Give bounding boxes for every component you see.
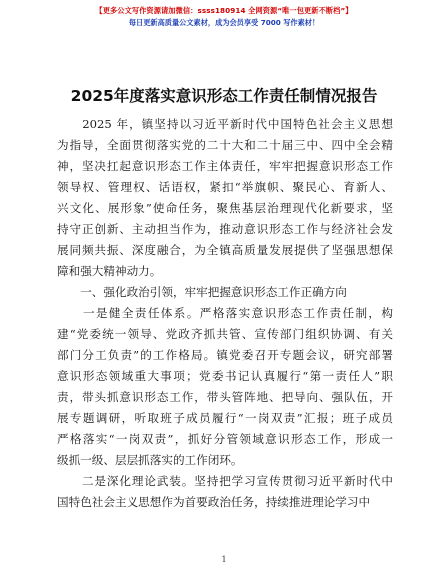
paragraph-line: 二是深化理论武装。坚持把学习宣传贯彻习近平新时代中 [57,474,393,488]
promo-line-1: 【更多公文写作资源请加微信：ssss180914 全网资源“唯一包更新不断档”】 [95,6,353,15]
paragraph [57,303,393,471]
document-title: 2025年度落实意识形态工作责任制情况报告 [70,87,378,105]
paragraph-line: 为指导，全面贯彻落实党的二十大和二十届三中、四中全会精 [57,138,393,152]
paragraph-line: 责，带头抓意识形态工作，带头管阵地、把导向、强队伍，开 [57,390,393,404]
paragraph-line: 级抓一级、层层抓落实的工作闭环。 [57,453,243,467]
paragraph-line: 展专题调研，听取班子成员履行“一岗双责”汇报；班子成员 [57,411,393,425]
paragraph-line: 展同频共振、深度融合，为全镇高质量发展提供了坚强思想保 [57,243,393,257]
paragraph-line: 兴文化、展形象”使命任务，聚焦基层治理现代化新要求，坚 [57,201,393,215]
page-number: 1 [221,555,227,564]
paragraph-line: 障和强大精神动力。 [57,264,162,278]
paragraph-line: 严格落实“一岗双责”，抓好分管领域意识形态工作，形成一 [57,432,393,446]
paragraph [57,282,393,303]
promo-line-2: 每日更新高质量公文素材，成为会员享受 7000 写作素材！ [128,18,320,27]
paragraph-line: 神，坚决扛起意识形态工作主体责任，牢牢把握意识形态工作 [57,159,393,173]
paragraph-line: 部门分工负责”的工作格局。镇党委召开专题会议，研究部署 [57,348,393,362]
paragraph [57,114,393,282]
paragraph-line: 一、强化政治引领，牢牢把握意识形态工作正确方向 [57,285,347,299]
paragraph [57,471,393,513]
paragraph-line: 领导权、管理权、话语权，紧扣“举旗帜、聚民心、育新人、 [57,180,393,194]
paragraph-line: 一是健全责任体系。严格落实意识形态工作责任制，构 [57,306,393,320]
paragraph-line: 持守正创新、主动担当作为，推动意识形态工作与经济社会发 [57,222,393,236]
promo-banner [0,6,448,28]
paragraph-line: 国特色社会主义思想作为首要政治任务，持续推进理论学习中 [57,495,371,509]
paragraph-line: 2025 年，镇坚持以习近平新时代中国特色社会主义思想 [57,117,393,131]
paragraph-line: 意识形态领域重大事项；党委书记认真履行“第一责任人”职 [57,369,393,383]
paragraph-line: 建“党委统一领导、党政齐抓共管、宣传部门组织协调、有关 [57,327,393,341]
document-body [57,114,393,513]
